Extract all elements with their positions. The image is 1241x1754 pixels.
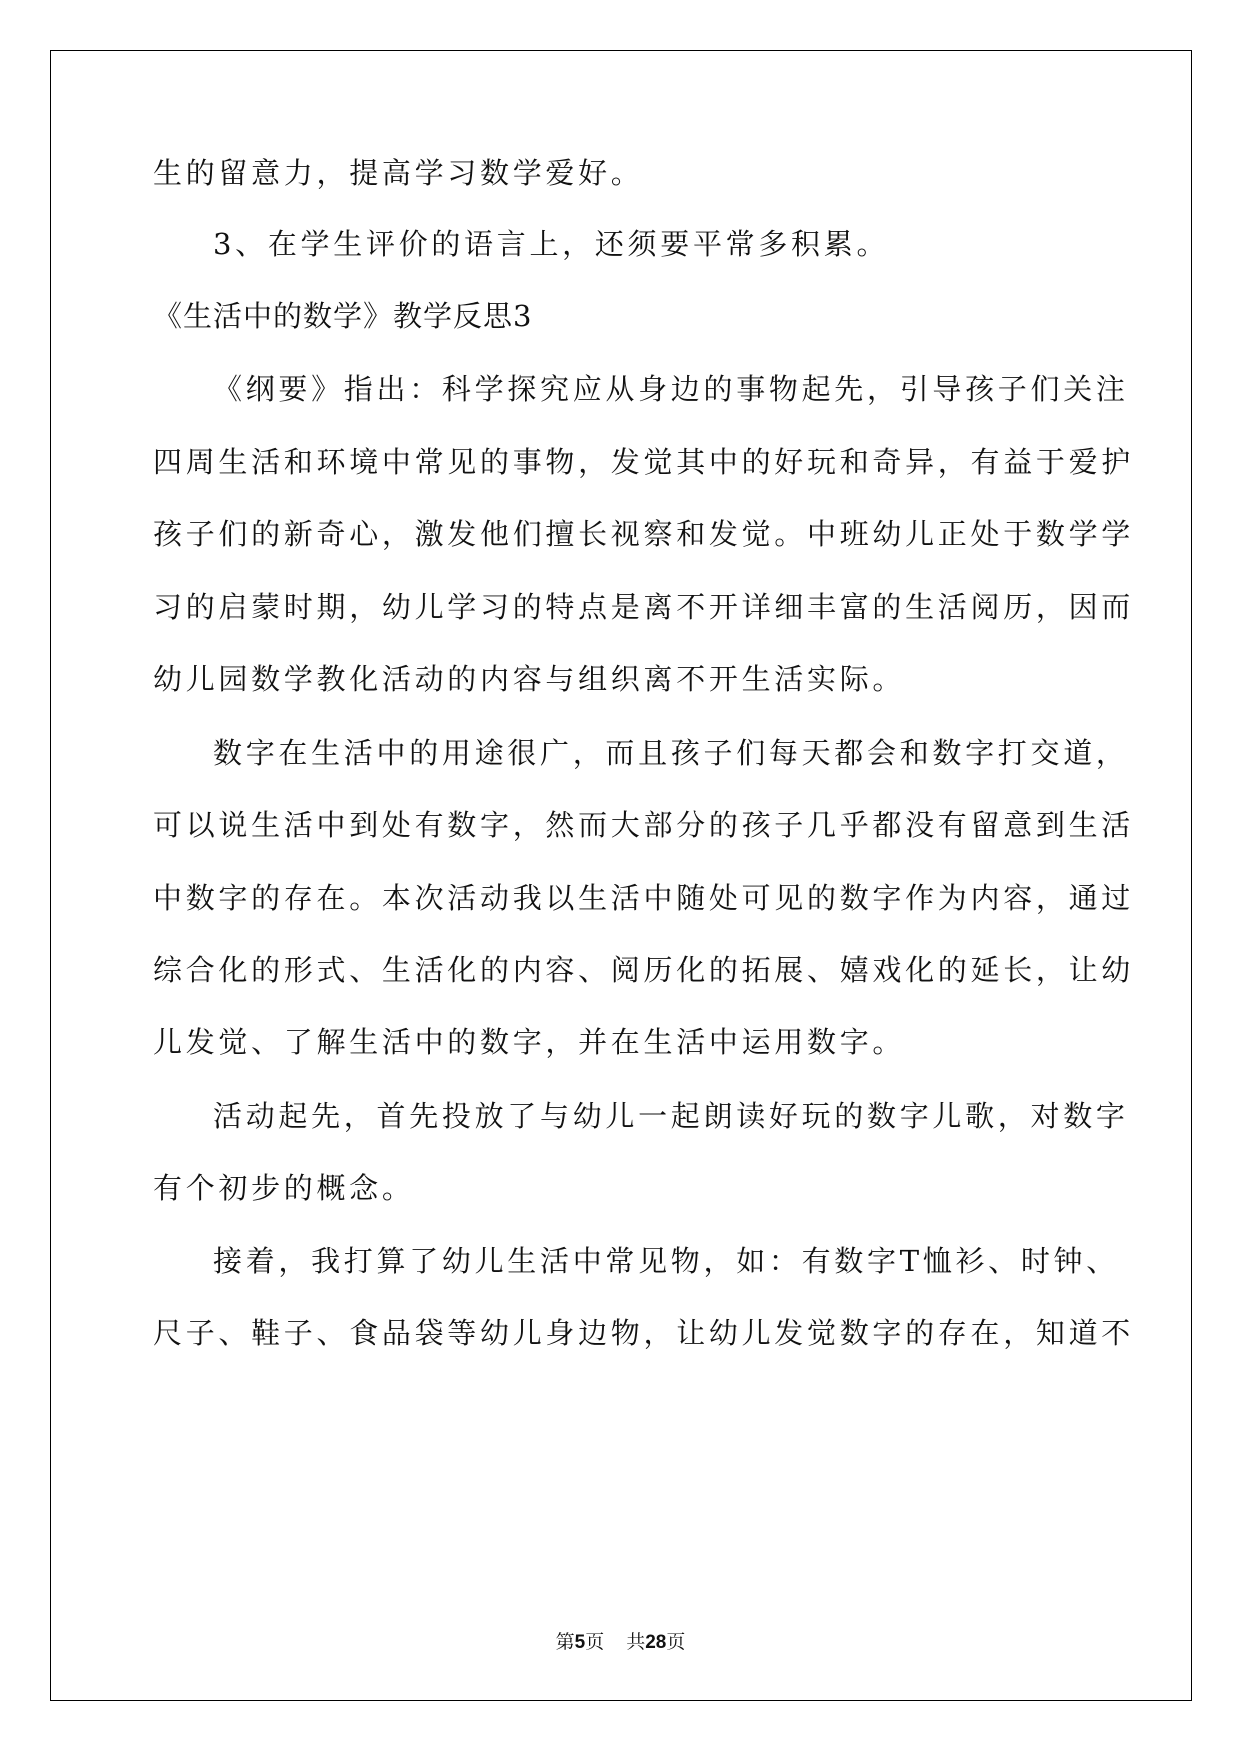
footer-total-prefix: 共	[626, 1631, 646, 1653]
text-line: 有个初步的概念。	[153, 1171, 415, 1205]
section-heading: 《生活中的数学》教学反思3	[153, 299, 533, 333]
text-line: 可以说生活中到处有数字，然而大部分的孩子几乎都没有留意到生活	[153, 808, 1135, 842]
text-line: 3、在学生评价的语言上，还须要平常多积累。	[213, 227, 890, 261]
text-line: 接着，我打算了幼儿生活中常见物，如：有数字T恤衫、时钟、	[213, 1244, 1119, 1278]
footer-page-number: 5	[574, 1632, 586, 1653]
footer-total-pages: 28	[645, 1632, 667, 1653]
text-line: 儿发觉、了解生活中的数字，并在生活中运用数字。	[153, 1025, 906, 1059]
text-line: 中数字的存在。本次活动我以生活中随处可见的数字作为内容，通过	[153, 881, 1135, 915]
text-line: 幼儿园数学教化活动的内容与组织离不开生活实际。	[153, 662, 906, 696]
text-line: 活动起先，首先投放了与幼儿一起朗读好玩的数字儿歌，对数字	[213, 1099, 1129, 1133]
footer-total-suffix: 页	[666, 1631, 686, 1653]
text-line: 尺子、鞋子、食品袋等幼儿身边物，让幼儿发觉数字的存在，知道不	[153, 1316, 1135, 1350]
footer-page-suffix: 页	[585, 1631, 605, 1653]
text-line: 《纲要》指出：科学探究应从身边的事物起先，引导孩子们关注	[213, 372, 1129, 406]
page-footer	[0, 1627, 1241, 1654]
text-line: 孩子们的新奇心，激发他们擅长视察和发觉。中班幼儿正处于数学学	[153, 517, 1135, 551]
text-line: 习的启蒙时期，幼儿学习的特点是离不开详细丰富的生活阅历，因而	[153, 590, 1135, 624]
footer-page-prefix: 第	[555, 1631, 575, 1653]
text-line: 四周生活和环境中常见的事物，发觉其中的好玩和奇异，有益于爱护	[153, 445, 1135, 479]
text-line: 数字在生活中的用途很广，而且孩子们每天都会和数字打交道，	[213, 736, 1129, 770]
text-line: 生的留意力，提高学习数学爱好。	[153, 156, 644, 190]
text-line: 综合化的形式、生活化的内容、阅历化的拓展、嬉戏化的延长，让幼	[153, 953, 1135, 987]
